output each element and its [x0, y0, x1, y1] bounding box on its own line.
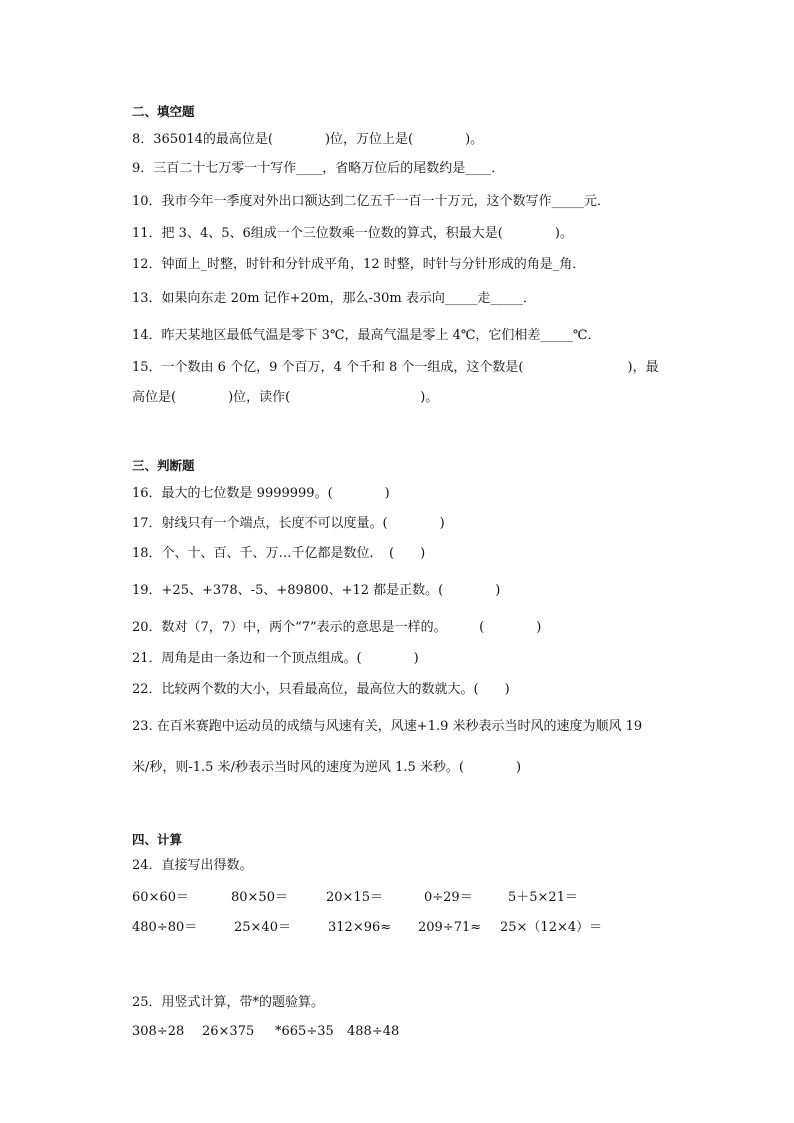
question-24: 24．直接写出得数。 [132, 858, 253, 873]
question-19: 19．+25、+378、-5、+89800、+12 都是正数。( ) [132, 583, 501, 598]
vertical-calc-item: 308÷28 [132, 1024, 185, 1039]
question-14: 14．昨天某地区最低气温是零下 3℃，最高气温是零上 4℃，它们相差_____℃． [132, 328, 601, 343]
question-12: 12．钟面上_时整，时针和分针成平角，12 时整，时针与分针形成的角是_角． [132, 257, 586, 272]
oral-calc-item: 25×（12×4）＝ [500, 920, 603, 935]
oral-calc-item: 312×96≈ [328, 920, 392, 935]
section-heading-calc: 四、计算 [132, 832, 183, 847]
oral-calc-item: 60×60＝ [132, 890, 189, 905]
section-heading-judge: 三、判断题 [132, 458, 195, 473]
question-15-line1: 15．一个数由 6 个亿，9 个百万，4 个千和 8 个一组成，这个数是( )，最 [132, 360, 659, 375]
question-13: 13．如果向东走 20m 记作+20m，那么-30m 表示向_____走_____． [132, 291, 536, 306]
question-11: 11．把 3、4、5、6组成一个三位数乘一位数的算式，积最大是( )。 [132, 226, 573, 241]
oral-calc-item: 80×50＝ [231, 890, 288, 905]
oral-calc-item: 0÷29＝ [424, 890, 473, 905]
question-23-line1: 23. 在百米赛跑中运动员的成绩与风速有关，风速+1.9 米秒表示当时风的速度为顺风 19 [132, 719, 643, 734]
question-23-line2: 米/秒，则-1.5 米/秒表示当时风的速度为逆风 1.5 米秒。( ) [132, 760, 522, 775]
oral-calc-item: 480÷80＝ [132, 920, 198, 935]
question-10: 10．我市今年一季度对外出口额达到二亿五千一百一十万元，这个数写作_____元． [132, 194, 611, 209]
vertical-calc-item: *665÷35 [275, 1024, 334, 1039]
question-21: 21．周角是由一条边和一个顶点组成。( ) [132, 651, 419, 666]
section-heading-fill: 二、填空题 [132, 104, 195, 119]
question-18: 18．个、十、百、千、万…千亿都是数位． ( ) [132, 546, 426, 561]
question-25: 25．用竖式计算，带*的题验算。 [132, 995, 325, 1010]
question-16: 16．最大的七位数是 9999999。( ) [132, 486, 390, 501]
question-9: 9．三百二十七万零一十写作____，省略万位后的尾数约是____． [132, 161, 505, 176]
question-17: 17．射线只有一个端点，长度不可以度量。( ) [132, 516, 445, 531]
oral-calc-item: 209÷71≈ [418, 920, 482, 935]
oral-calc-item: 5＋5×21＝ [508, 890, 578, 905]
vertical-calc-item: 488÷48 [347, 1024, 400, 1039]
question-8: 8．365014的最高位是( )位，万位上是( )。 [132, 132, 484, 147]
question-20: 20．数对（7，7）中，两个“7”表示的意思是一样的。 ( ) [132, 620, 542, 635]
question-15-line2: 高位是( )位，读作( )。 [132, 390, 439, 405]
oral-calc-item: 25×40＝ [234, 920, 291, 935]
question-22: 22．比较两个数的大小，只看最高位，最高位大的数就大。( ) [132, 682, 510, 697]
oral-calc-item: 20×15＝ [326, 890, 383, 905]
vertical-calc-item: 26×375 [202, 1024, 255, 1039]
